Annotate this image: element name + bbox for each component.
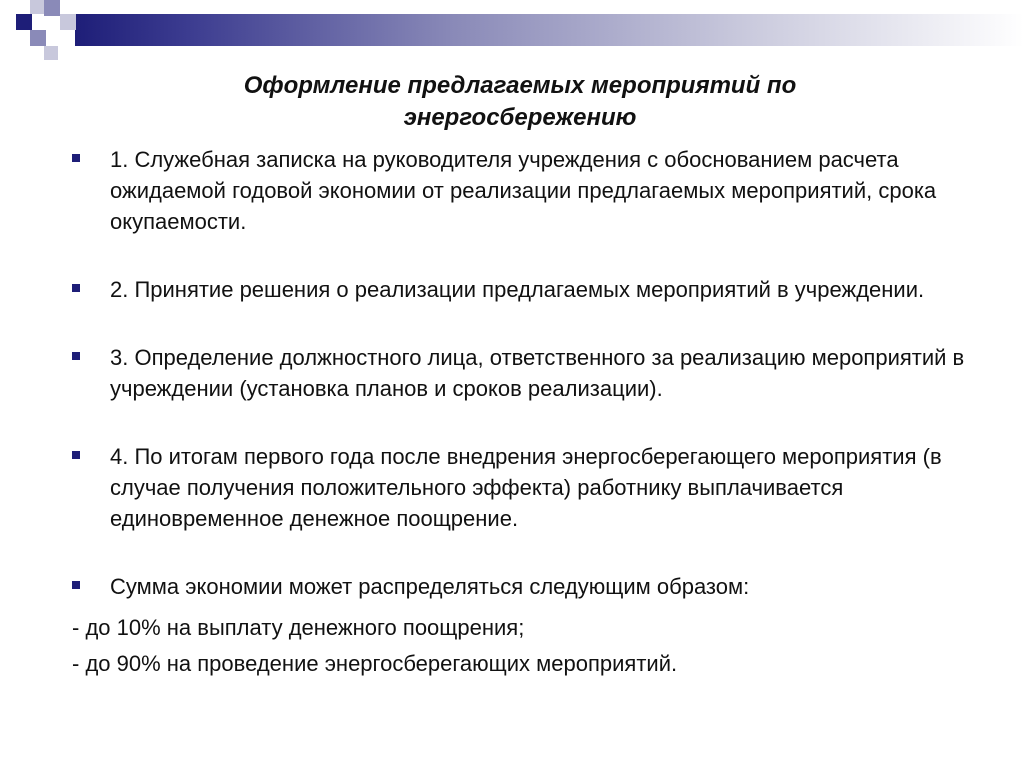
bullet-item-5 (72, 571, 972, 602)
bullet-text: 2. Принятие решения о реализации предлагаемых мероприятий в учреждении. (110, 277, 925, 302)
bullet-item-4 (72, 441, 972, 534)
header-gradient-bar (75, 14, 1024, 46)
bullet-item-3 (72, 342, 972, 404)
decor-square (60, 14, 76, 30)
bullet-text: Сумма экономии может распределяться следующим образом: (110, 574, 750, 599)
slide-body (72, 144, 972, 682)
decor-square (44, 0, 60, 16)
bullet-text: 4. По итогам первого года после внедрения энергосберегающего мероприятия (в случае получения положительного эффекта) работнику выплачивается единовременное денежное поощрение. (110, 444, 942, 531)
slide-title: Оформление предлагаемых мероприятий по энергосбережению (243, 72, 797, 131)
square-bullet-icon (72, 284, 80, 292)
square-bullet-icon (72, 154, 80, 162)
decor-square (30, 30, 46, 46)
decor-square (16, 14, 32, 30)
square-bullet-icon (72, 581, 80, 589)
bullet-item-1 (72, 144, 972, 237)
bullet-item-2 (72, 274, 972, 305)
bullet-text: 3. Определение должностного лица, ответственного за реализацию мероприятий в учреждении (установка планов и сроков реализации). (110, 345, 965, 401)
dash-line-1: - до 10% на выплату денежного поощрения; (72, 615, 525, 640)
decor-square (44, 46, 58, 60)
bullet-text: 1. Служебная записка на руководителя учреждения с обоснованием расчета ожидаемой годовой экономии от реализации предлагаемых мероприятий, срока окупаемости. (110, 147, 937, 234)
square-bullet-icon (72, 451, 80, 459)
dash-line-2: - до 90% на проведение энергосберегающих мероприятий. (72, 651, 678, 676)
decor-square (30, 0, 44, 14)
square-bullet-icon (72, 352, 80, 360)
